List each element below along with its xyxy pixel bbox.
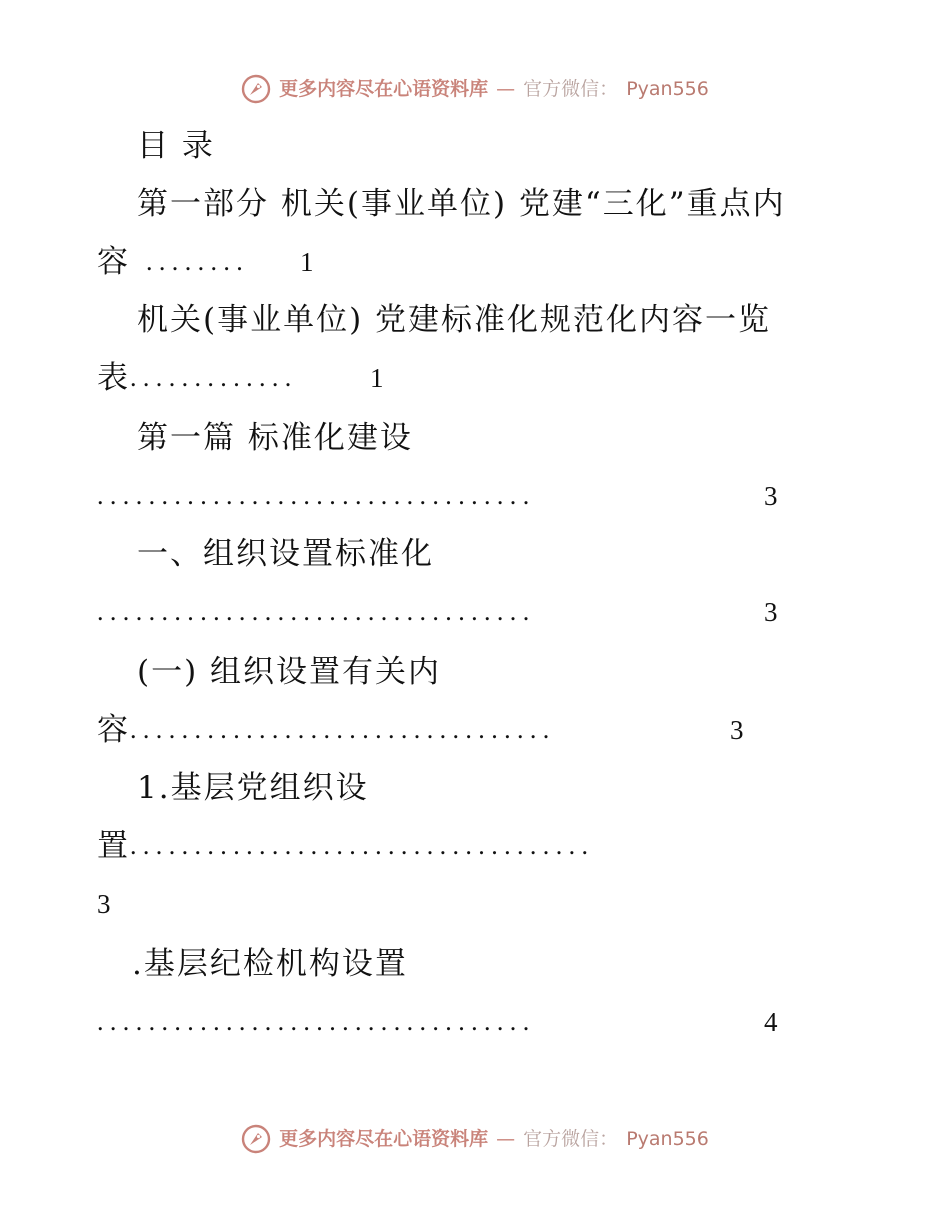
toc-entry-title: .基层纪检机构设置 <box>132 946 408 982</box>
toc-entry-title: 一、组织设置标准化 <box>137 536 434 572</box>
toc-page-number: 4 <box>764 1007 778 1037</box>
toc-leader-dots: .................................. <box>97 481 536 510</box>
toc-leader-dots: ........ <box>146 247 250 276</box>
toc-entry-title-cont: 容 <box>97 712 130 748</box>
toc-entry-title: 机关(事业单位) 党建标准化规范化内容一览 <box>137 302 772 338</box>
toc-entry-title-cont: 表 <box>97 360 130 396</box>
toc-entry-title: (一) 组织设置有关内 <box>137 654 442 690</box>
toc-page-number: 1 <box>370 363 384 393</box>
toc-leader-dots: .................................. <box>97 1007 536 1036</box>
watermark-wechat-label: 官方微信： <box>523 78 619 100</box>
toc-page-number: 3 <box>764 481 778 511</box>
watermark-dash: — <box>496 78 516 100</box>
pen-nib-logo-icon <box>241 1124 271 1154</box>
watermark-footer <box>0 1124 950 1154</box>
toc-entry-title-cont: 容 <box>97 244 130 280</box>
toc-leader-dots: .................................. <box>97 597 536 626</box>
watermark-title: 更多内容尽在心语资料库 <box>279 78 489 100</box>
pen-nib-logo-icon <box>241 74 271 104</box>
watermark-title: 更多内容尽在心语资料库 <box>279 1128 489 1150</box>
toc-entry-title-cont: 置 <box>97 828 130 864</box>
toc-page-number: 3 <box>97 889 111 919</box>
toc-leader-dots: .................................... <box>130 831 595 860</box>
watermark-header <box>0 74 950 104</box>
toc-leader-dots: ................................. <box>130 715 556 744</box>
toc-leader-dots: ............. <box>130 363 298 392</box>
toc-heading: 目 录 <box>137 128 215 164</box>
toc-entry-title: 第一篇 标准化建设 <box>137 420 413 456</box>
toc-page-number: 3 <box>764 597 778 627</box>
watermark-wechat-id: Pyan556 <box>626 78 709 100</box>
watermark-wechat-id: Pyan556 <box>626 1128 709 1150</box>
toc-entry-title: 第一部分 机关(事业单位) 党建“三化”重点内 <box>137 186 786 222</box>
toc-page-number: 3 <box>730 715 744 745</box>
watermark-dash: — <box>496 1128 516 1150</box>
toc-page-number: 1 <box>300 247 314 277</box>
watermark-wechat-label: 官方微信： <box>523 1128 619 1150</box>
toc-entry-title: 1.基层党组织设 <box>137 770 369 806</box>
